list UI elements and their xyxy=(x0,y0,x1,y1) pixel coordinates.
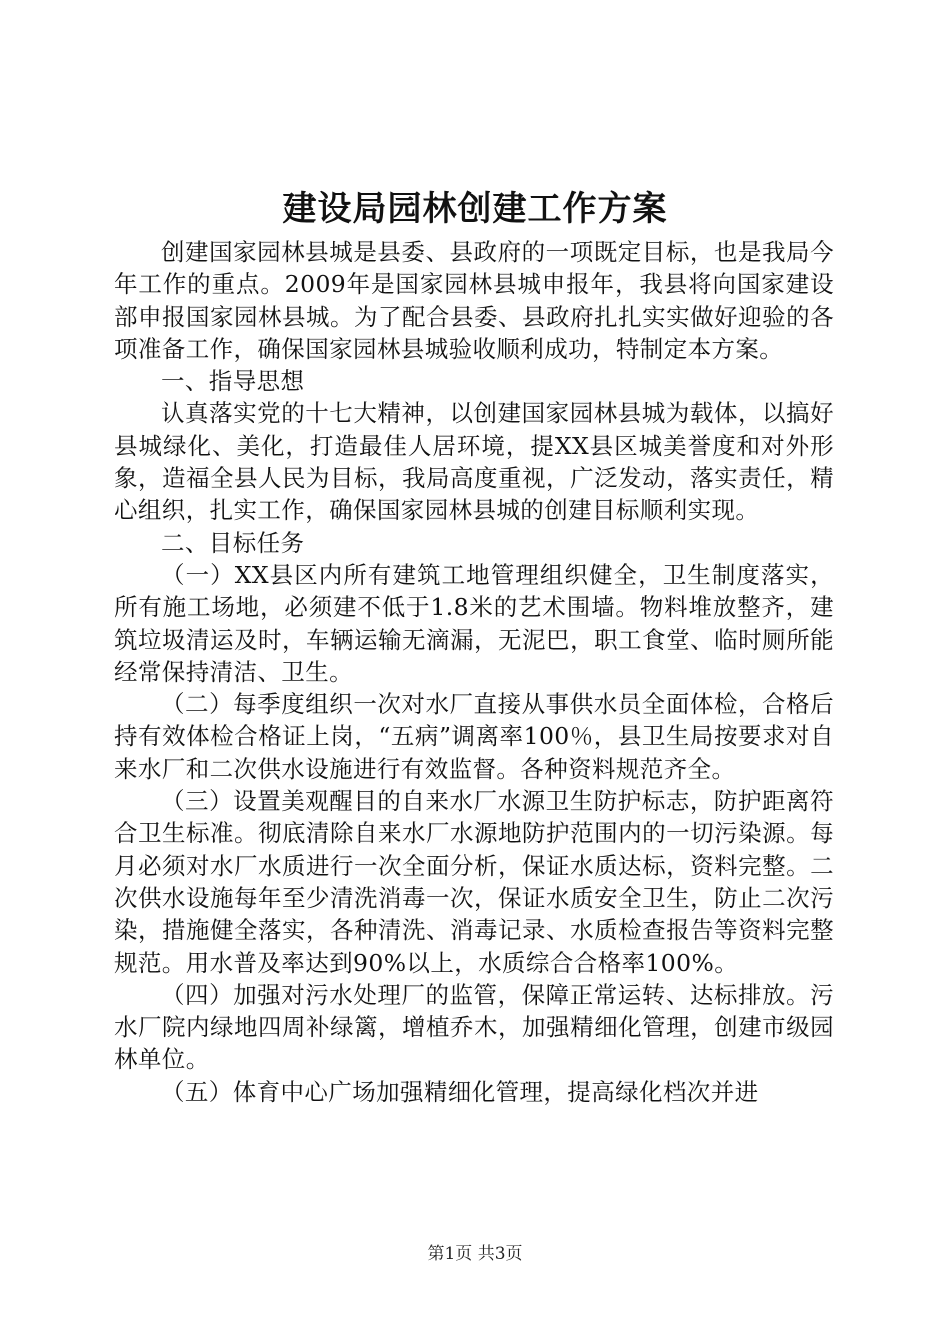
paragraph-task-2: （二）每季度组织一次对水厂直接从事供水员全面体检，合格后持有效体检合格证上岗，“五病”调离率100％，县卫生局按要求对自来水厂和二次供水设施进行有效监督。各种资料规范齐全。 xyxy=(114,690,834,783)
paragraph-task-4: （四）加强对污水处理厂的监管，保障正常运转、达标排放。污水厂院内绿地四周补绿篱，增植乔木，加强精细化管理，创建市级园林单位。 xyxy=(114,980,834,1074)
paragraph-intro: 创建国家园林县城是县委、县政府的一项既定目标，也是我局今年工作的重点。2009年是国家园林县城申报年，我县将向国家建设部申报国家园林县城。为了配合县委、县政府扎扎实实做好迎验的各项准备工作，确保国家园林县城验收顺利成功，特制定本方案。 xyxy=(114,238,834,363)
document-body xyxy=(114,236,834,1108)
paragraph-task-5: （五）体育中心广场加强精细化管理，提高绿化档次并进 xyxy=(161,1077,759,1106)
section-heading-guiding-ideology: 一、指导思想 xyxy=(161,367,305,396)
document-title: 建设局园林创建工作方案 xyxy=(282,189,668,229)
page-number-footer: 第1页 共3页 xyxy=(427,1244,523,1264)
paragraph-task-1: （一）XX县区内所有建筑工地管理组织健全，卫生制度落实，所有施工场地，必须建不低于1.8米的艺术围墙。物料堆放整齐，建筑垃圾清运及时，车辆运输无滴漏，无泥巴，职工食堂、临时厕所能经常保持清洁、卫生。 xyxy=(114,560,834,686)
paragraph-guiding-ideology: 认真落实党的十七大精神，以创建国家园林县城为载体，以搞好县城绿化、美化，打造最佳人居环境，提XX县区城美誉度和对外形象，造福全县人民为目标，我局高度重视，广泛发动，落实责任，精心组织，扎实工作，确保国家园林县城的创建目标顺利实现。 xyxy=(114,399,834,525)
section-heading-goals-tasks: 二、目标任务 xyxy=(161,528,305,557)
paragraph-task-3: （三）设置美观醒目的自来水厂水源卫生防护标志，防护距离符合卫生标准。彻底清除自来水厂水源地防护范围内的一切污染源。每月必须对水厂水质进行一次全面分析，保证水质达标，资料完整。二次供水设施每年至少清洗消毒一次，保证水质安全卫生，防止二次污染，措施健全落实，各种清洗、消毒记录、水质检查报告等资料完整规范。用水普及率达到90%以上，水质综合合格率100%。 xyxy=(114,787,834,977)
